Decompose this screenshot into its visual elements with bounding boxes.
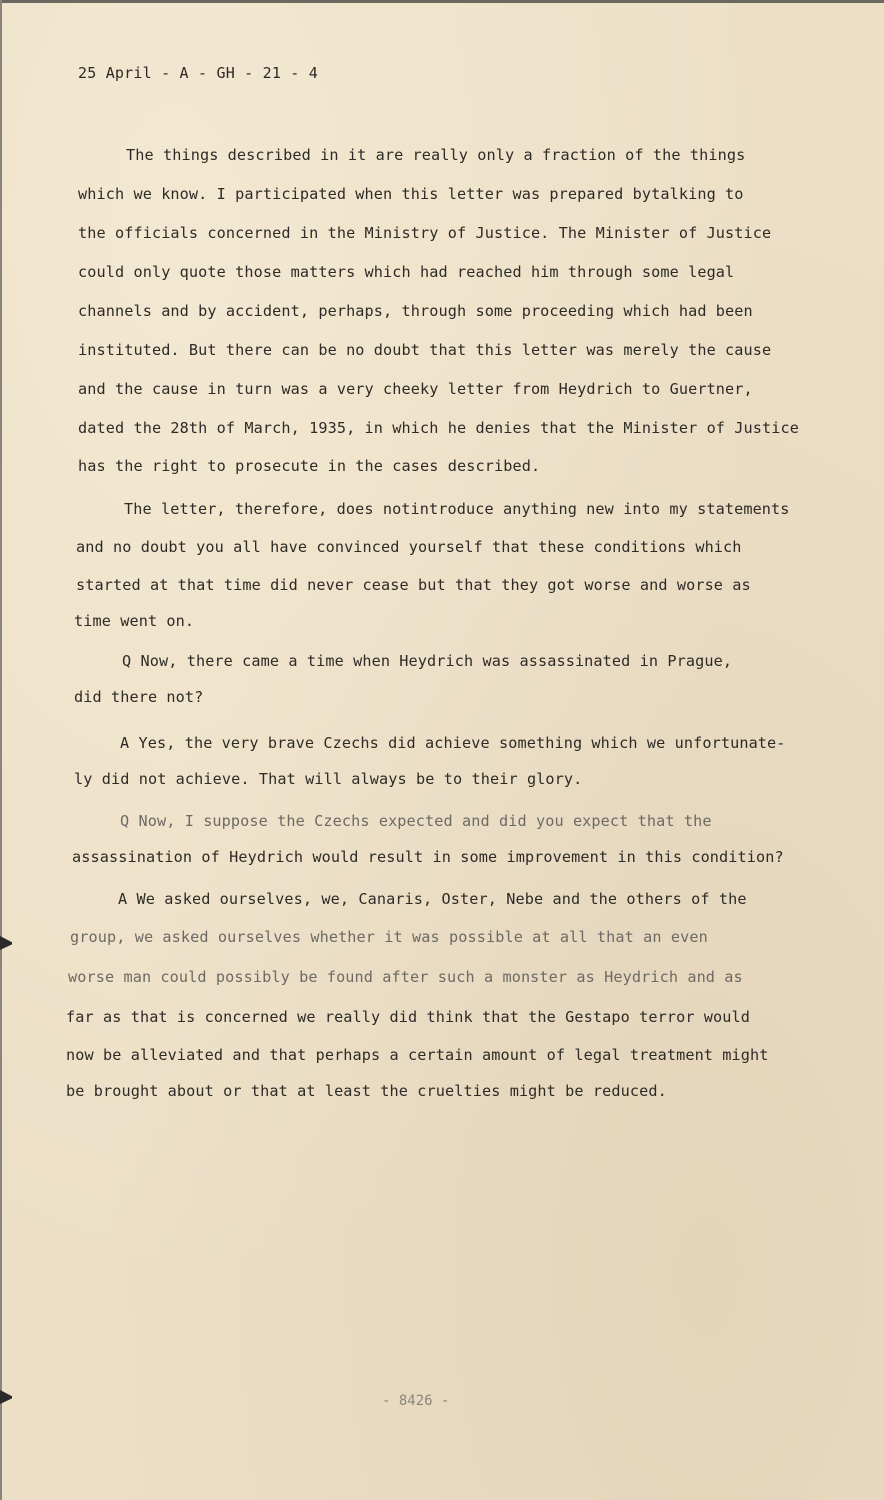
- question-line: Q Now, I suppose the Czechs expected and did you expect that the: [120, 812, 712, 830]
- question-line: did there not?: [74, 688, 204, 706]
- text-line: The letter, therefore, does notintroduce anything new into my statements: [124, 500, 790, 518]
- text-line: the officials concerned in the Ministry of Justice. The Minister of Justice: [78, 224, 772, 242]
- answer-line: now be alleviated and that perhaps a certain amount of legal treatment might: [66, 1046, 769, 1064]
- answer-line: ly did not achieve. That will always be to their glory.: [74, 770, 583, 788]
- text-line: dated the 28th of March, 1935, in which he denies that the Minister of Justice: [78, 419, 800, 437]
- text-line: time went on.: [74, 612, 195, 630]
- answer-line: be brought about or that at least the cruelties might be reduced.: [66, 1082, 667, 1100]
- text-line: The things described in it are really only a fraction of the things: [126, 146, 746, 164]
- answer-line: A We asked ourselves, we, Canaris, Oster, Nebe and the others of the: [118, 890, 747, 908]
- question-line: assassination of Heydrich would result in some improvement in this condition?: [72, 848, 784, 866]
- text-line: channels and by accident, perhaps, through some proceeding which had been: [78, 302, 753, 320]
- question-line: Q Now, there came a time when Heydrich was assassinated in Prague,: [122, 652, 733, 670]
- text-line: started at that time did never cease but that they got worse and worse as: [76, 576, 751, 594]
- text-line: instituted. But there can be no doubt that this letter was merely the cause: [78, 341, 772, 359]
- text-line: and the cause in turn was a very cheeky letter from Heydrich to Guertner,: [78, 380, 753, 398]
- text-line: has the right to prosecute in the cases described.: [78, 457, 541, 475]
- text-line: could only quote those matters which had reached him through some legal: [78, 263, 735, 281]
- page-number: - 8426 -: [382, 1393, 450, 1409]
- answer-line: worse man could possibly be found after such a monster as Heydrich and as: [68, 968, 743, 986]
- document-reference: 25 April - A - GH - 21 - 4: [78, 64, 318, 82]
- text-line: which we know. I participated when this letter was prepared bytalking to: [78, 185, 744, 203]
- answer-line: A Yes, the very brave Czechs did achieve something which we unfortunate-: [120, 734, 786, 752]
- answer-line: group, we asked ourselves whether it was possible at all that an even: [70, 928, 708, 946]
- answer-line: far as that is concerned we really did think that the Gestapo terror would: [66, 1008, 751, 1026]
- text-line: and no doubt you all have convinced yourself that these conditions which: [76, 538, 742, 556]
